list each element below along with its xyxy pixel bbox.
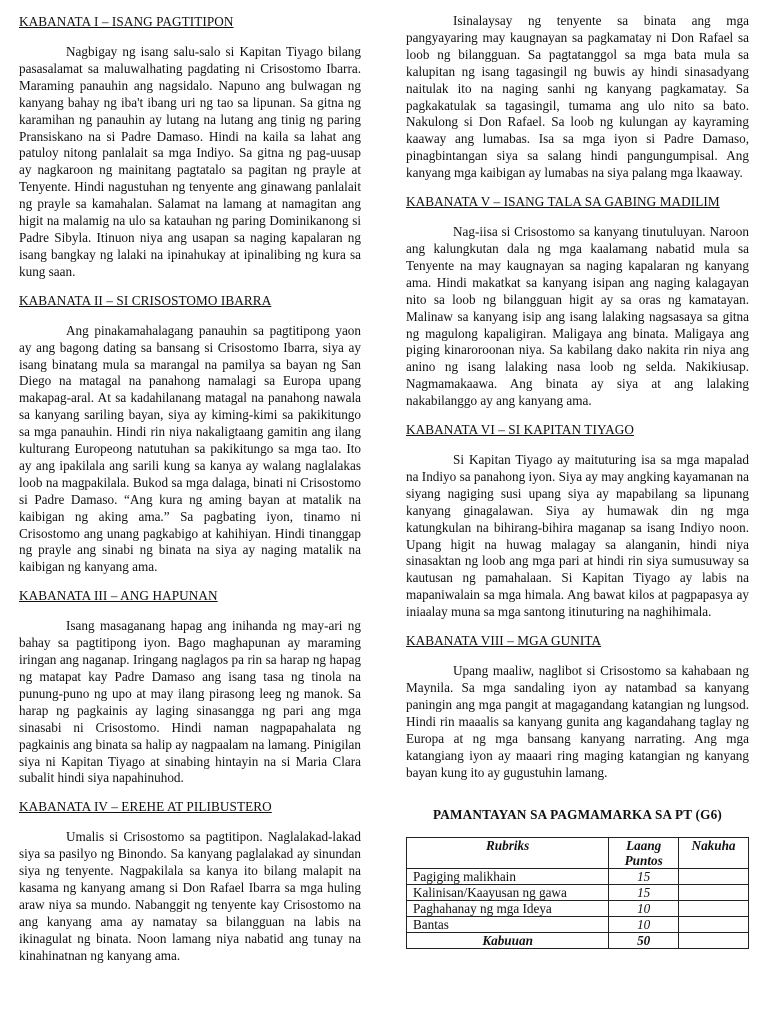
section-heading: KABANATA VIII – MGA GUNITA <box>406 633 602 649</box>
rubric-title: PAMANTAYAN SA PAGMAMARKA SA PT (G6) <box>433 807 722 823</box>
rubric-total-label: Kabuuan <box>407 933 609 949</box>
rubric-row <box>407 901 749 917</box>
rubric-header-points: Laang Puntos <box>609 838 679 869</box>
section-heading: KABANATA II – SI CRISOSTOMO IBARRA <box>19 292 272 308</box>
section-body: Isang masaganang hapag ang inihanda ng may-ari ng bahay sa pagtitipong iyon. Bago maghapunan ay maraming iringan ang naganap. Iringang naglagos pa rin sa harap ng hapag ng matapat kay Padre Damaso ang isang tasa ng tinola na punung-puno ng upo at may ilang pirasong leeg ng manok. Sa harap ng pagkainis ay laging sinasangga ng pari ang mga sinasabi ni Crisostomo. Hindi naman nagpapahalata ng pagkainis ang binata sa halip ay nagpaalam na lamang. Pinigilan siya ni Kapitan Tiyago at sinabing hintayin na si Maria Clara subalit hindi siya napahinuhod. <box>19 618 361 786</box>
rubric-points: 10 <box>609 917 679 933</box>
rubric-points: 15 <box>609 885 679 901</box>
rubric-points: 10 <box>609 901 679 917</box>
continued-paragraph: Isinalaysay ng tenyente sa binata ang mga pangyayaring may kaugnayan sa pagkamatay ni Don Rafael sa loob ng bilangguan. Sa pagtatanggol sa mga bata mula sa kalupitan ng isang tagasingil ng buwis ay hindi sinasadyang naitulak ito na naging sanhi ng kanyang pagkamatay. Sa pagkakatulak sa tagasingil, tumama ang ulo nito sa bato. Nakulong si Don Rafael. Sa loob ng kulungan ay kayraming kaaway ang lumabas. Isa sa mga iyon si Padre Damaso, pinagbintangan siya sa salang hindi pangungumpisal. Ang kanyang mga kaibigan ay lumabas na siya palang mga lkaaway. <box>406 13 749 181</box>
section-kabanata-8 <box>406 632 749 781</box>
rubric-header-row <box>407 838 749 869</box>
right-column <box>406 13 749 949</box>
section-body: Upang maaliw, naglibot si Crisostomo sa kahabaan ng Maynila. Sa mga sandaling iyon ay natambad sa kanyang paningin ang mga pangit at magagandang katangian ng lungsod. Hindi rin maaalis sa kanyang gunita ang kagandahang taglay ng Europa at ng mga bansang kanyang narrating. Ang mga katangiang iyon ay maaari ring maging katangian ng kanyang bayan kung ito ay gugustuhin lamang. <box>406 663 749 780</box>
rubric-table <box>406 837 749 949</box>
rubric-criterion: Paghahanay ng mga Ideya <box>407 901 609 917</box>
rubric-row <box>407 917 749 933</box>
section-body: Si Kapitan Tiyago ay maituturing isa sa mga mapalad na Indiyo sa panahong iyon. Siya ay may angking kayamanan na siyang nagiging susi upang siya ay mapabilang sa lipunang kanyang ginagalawan. Siya ay humawak din ng mga katungkulan na bihirang-bihira maganap sa isang Indiyo noon. Upang higit na huwag malagay sa alanganin, hindi niya sinasaktan ng loob ang mga pari at hindi rin siya sumusuway sa kautusan ng pamahalaan. Si Kapitan Tiyago ay labis na mapaniwalain sa mga himala. Ang bawat kilos at pagpapasya ay iniaalay muna sa mga santong itinuturing na naghihimala. <box>406 452 749 620</box>
section-kabanata-6 <box>406 421 749 621</box>
rubric-criterion: Pagiging malikhain <box>407 869 609 885</box>
rubric-total-points: 50 <box>609 933 679 949</box>
rubric-points: 15 <box>609 869 679 885</box>
rubric-header-criteria: Rubriks <box>407 838 609 869</box>
rubric-total-score-cell[interactable] <box>679 933 749 949</box>
rubric-row <box>407 869 749 885</box>
section-kabanata-2 <box>19 292 361 577</box>
rubric-criterion: Kalinisan/Kaayusan ng gawa <box>407 885 609 901</box>
section-heading: KABANATA III – ANG HAPUNAN <box>19 588 218 604</box>
rubric-total-row <box>407 933 749 949</box>
section-body: Umalis si Crisostomo sa pagtitipon. Naglalakad-lakad siya sa pasilyo ng Binondo. Sa kanyang paglalakad ay sinundan siya ng tenyente. Nagpakilala sa kanya ito bilang malapit na kasama ng kanyang amang si Don Rafael Ibarra sa mga huling araw niya sa mundo. Nabanggit ng tenyente kay Crisostomo na ang kanyang ama ay namatay sa bilangguan na labis na ikinagulat ng binata. Noon lamang niya nabatid ang tunay na kinahinatnan ng kanyang ama. <box>19 829 361 963</box>
rubric-row <box>407 885 749 901</box>
section-kabanata-5 <box>406 193 749 410</box>
rubric-score-cell[interactable] <box>679 901 749 917</box>
section-kabanata-4 <box>19 798 361 964</box>
section-heading: KABANATA IV – EREHE AT PILIBUSTERO <box>19 799 272 815</box>
section-body: Nag-iisa si Crisostomo sa kanyang tinutuluyan. Naroon ang kalungkutan dala ng mga kaalamang nabatid mula sa Tenyente na may kaugnayan sa naging kapalaran ng kanyang ama. Hindi makatkat sa kanyang isipan ang naging kalagayan nito sa loob ng bilangguan higit ay sa oras ng kamatayan. Malinaw sa kanyang isip ang isang lalaking nagsasaya sa gitna ng magulong kapaligiran. Maligaya ang binata. Maligaya ang piging kinaroroonan niya. Sa kabilang dako nakita rin niya ang anino ng isang lalaking nasa loob ng selda. Nakikiusap. Nagmamakaawa. Ang binata ay siya at ang lalaking nakabilanggo ay ang kanyang ama. <box>406 224 749 409</box>
left-column <box>19 13 361 976</box>
rubric-score-cell[interactable] <box>679 885 749 901</box>
rubric-score-cell[interactable] <box>679 917 749 933</box>
rubric-score-cell[interactable] <box>679 869 749 885</box>
section-heading: KABANATA V – ISANG TALA SA GABING MADILIM <box>406 194 720 210</box>
rubric-criterion: Bantas <box>407 917 609 933</box>
section-body: Nagbigay ng isang salu-salo si Kapitan Tiyago bilang pasasalamat sa maluwalhating pagdating ni Crisostomo Ibarra. Maraming panauhin ang nagsidalo. Napuno ang bulwagan ng kanyang bahay ng iba't ibang uri ng tao sa lipunan. Sa gitna ng karamihan ng panauhin ay lutang na lutang ang tinig ng paring Pransiskano na si Padre Damaso. Hindi na kaila sa lahat ang patuloy nitong panlalait sa mga Indiyo. Sa gitna ng pag-uusap ay nagkaroon ng mainitang pagtatalo sa pagitan ng prayle at Tenyente. Hindi nagustuhan ng tenyente ang ginawang panlalait ng prayle sa kamahalan. Salamat na lamang at namagitan ang higit na malamig na ulo sa katauhan ng paring Dominikanong si Padre Sibyla. Itinuon niya ang usapan sa naging kapalaran ng isang bangkay ng lalaki na ipinahukay at ipinalibing ng kura sa kung saan. <box>19 44 361 279</box>
rubric-header-score: Nakuha <box>679 838 749 869</box>
section-body: Ang pinakamahalagang panauhin sa pagtitipong yaon ay ang bagong dating sa bansang si Crisostomo Ibarra, siya ay isang binatang mula sa marangal na pamilya sa bayan ng San Diego na matagal na panahong namalagi sa Europa upang makapag-aral. At sa kadahilanang matagal na panahong nawala sa kanyang sariling bayan, siya ay kiming-kimi sa pakikitungo sa mga panauhin. Hindi rin niya nakaligtaang gamitin ang ilang kulturang Europeong natutuhan sa pakikitungo sa mga tao. Ito ay ang ipakilala ang sarili kung sa kanya ay walang naglalakas loob na magpakilala. Bukod sa mga dalaga, binati ni Crisostomo si Padre Damaso. “Ang kura ng aming bayan at matalik na kaibigan ng aking ama.” Sa pagbating iyon, tinamo ni Crisostomo ang unang pagkabigo at kahihiyan. Hindi tinanggap ng prayle ang sinabi ng binata na siya ay naging matalik na kaibigan ng kanyang ama. <box>19 322 361 575</box>
section-heading: KABANATA I – ISANG PAGTITIPON <box>19 14 234 29</box>
section-kabanata-3 <box>19 587 361 787</box>
section-kabanata-1 <box>19 13 361 281</box>
section-heading: KABANATA VI – SI KAPITAN TIYAGO <box>406 422 634 438</box>
